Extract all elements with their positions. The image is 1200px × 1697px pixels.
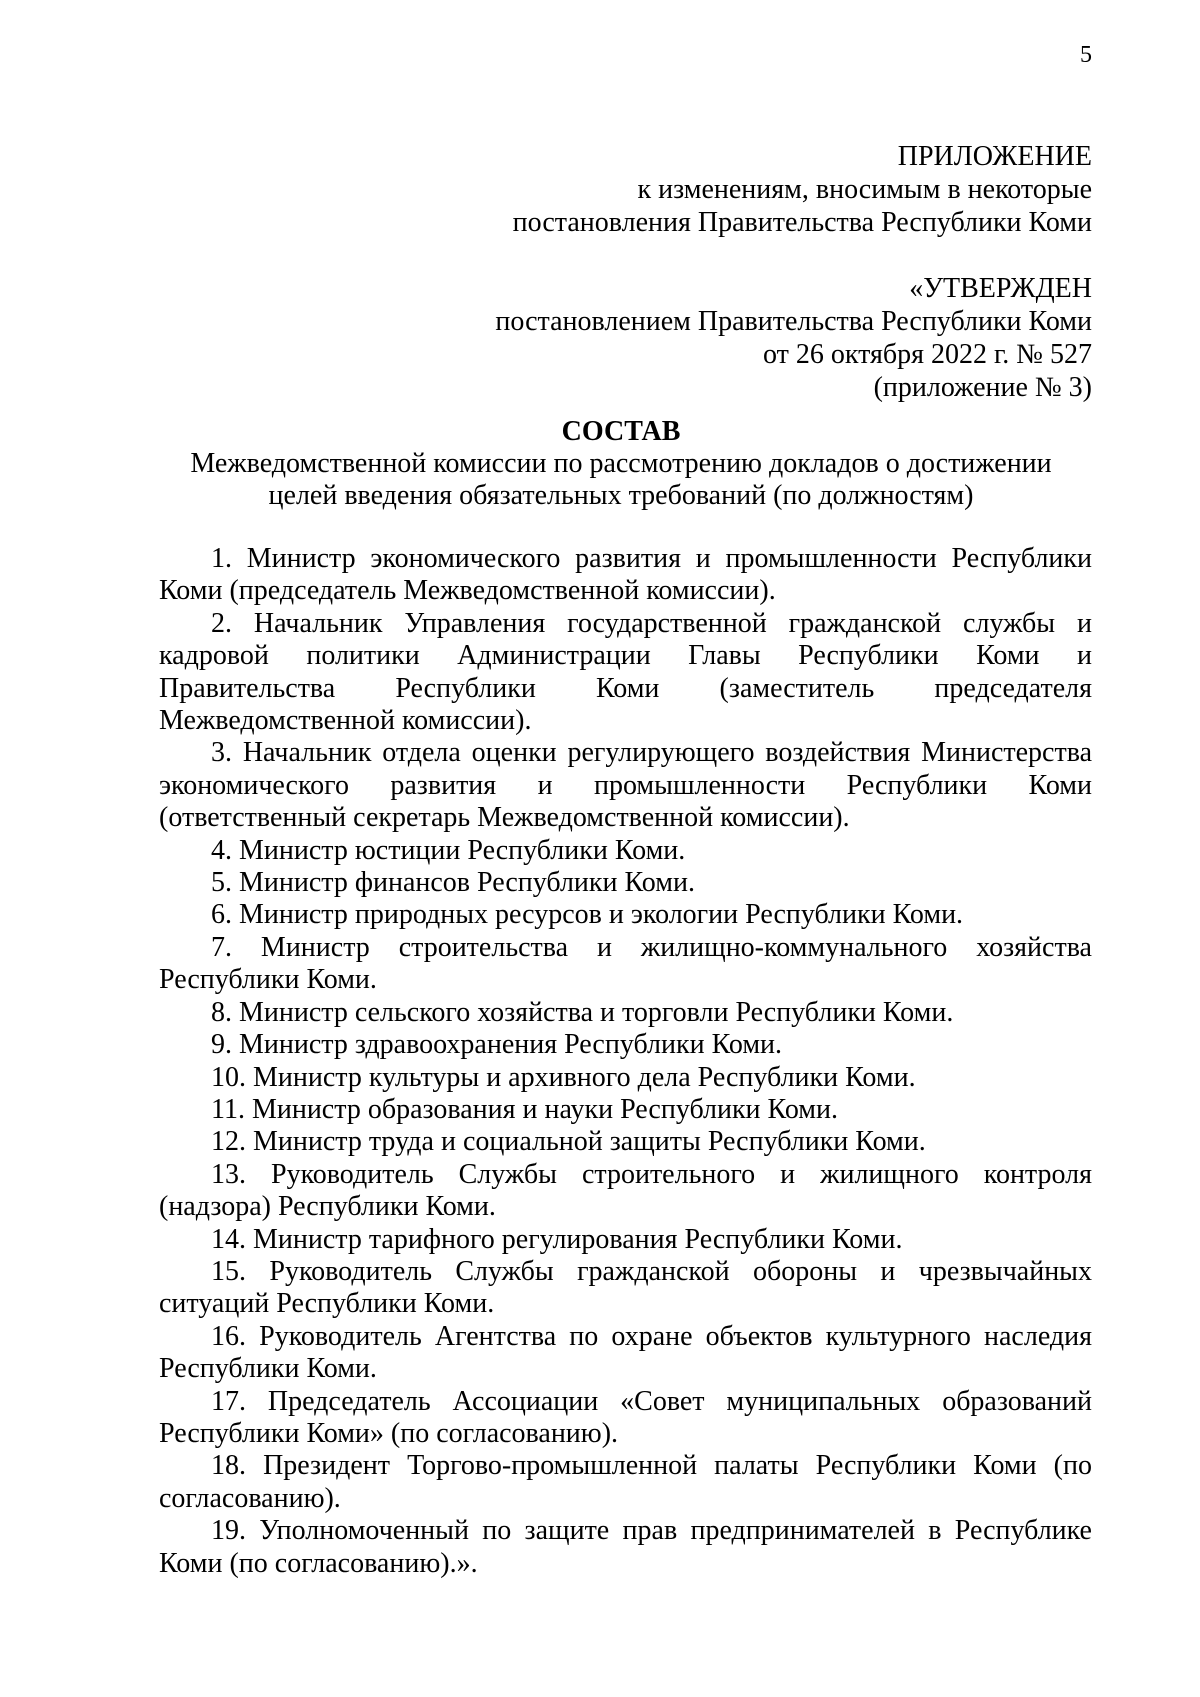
list-item: 14. Министр тарифного регулирования Республики Коми. (211, 1223, 903, 1255)
list-item: 16. Руководитель Агентства по охране объектов культурного наследия Республики Коми. (159, 1320, 1092, 1385)
list-item: 10. Министр культуры и архивного дела Республики Коми. (211, 1061, 916, 1093)
list-item: 18. Президент Торгово-промышленной палаты Республики Коми (по согласованию). (159, 1450, 1092, 1514)
approval-line: (приложение № 3) (873, 372, 1092, 403)
approval-stamp-text (495, 272, 1092, 404)
list-item: 17. Председатель Ассоциации «Совет муниципальных образований Республики Коми» (по согласованию). (159, 1385, 1092, 1449)
list-item: 1. Министр экономического развития и промышленности Республики Коми (председатель Межведомственной комиссии). (159, 543, 1092, 607)
document-subtitle-line: Межведомственной комиссии по рассмотрению докладов о достижении (190, 448, 1052, 479)
list-item: 9. Министр здравоохранения Республики Коми. (211, 1029, 783, 1061)
document-subtitle-line: целей введения обязательных требований (по должностям) (268, 480, 974, 511)
title-block (150, 415, 1092, 512)
list-item: 8. Министр сельского хозяйства и торговли Республики Коми. (211, 996, 954, 1028)
list-item: 12. Министр труда и социальной защиты Республики Коми. (211, 1126, 926, 1158)
list-item: 15. Руководитель Службы гражданской обороны и чрезвычайных ситуаций Республики Коми. (159, 1255, 1092, 1320)
page-number: 5 (1080, 42, 1092, 68)
document-title: СОСТАВ (561, 416, 681, 447)
list-item: 6. Министр природных ресурсов и экологии Республики Коми. (211, 899, 964, 931)
approval-line: постановлением Правительства Республики Коми (495, 306, 1092, 337)
appendix-header (513, 140, 1092, 239)
list-item: 19. Уполномоченный по защите прав предпринимателей в Республике Коми (по согласованию).». (159, 1515, 1092, 1579)
appendix-line: постановления Правительства Республики Коми (512, 207, 1092, 238)
members-list (159, 543, 1092, 1580)
list-item: 3. Начальник отдела оценки регулирующего воздействия Министерства экономического развития и промышленности Республики Коми (ответственный секретарь Межведомственной комиссии). (159, 737, 1092, 834)
list-item: 4. Министр юстиции Республики Коми. (211, 834, 686, 866)
appendix-line: к изменениям, вносимым в некоторые (637, 174, 1092, 205)
list-item: 5. Министр финансов Республики Коми. (211, 867, 695, 899)
approval-line: «УТВЕРЖДЕН (909, 273, 1092, 304)
appendix-line: ПРИЛОЖЕНИЕ (897, 141, 1092, 172)
list-item: 13. Руководитель Службы строительного и жилищного контроля (надзора) Республики Коми. (159, 1158, 1092, 1223)
list-item: 2. Начальник Управления государственной гражданской службы и кадровой политики Администрации Главы Республики Коми и Правительства Республики Коми (заместитель председателя Межведомственной комиссии). (159, 607, 1092, 737)
list-item: 7. Министр строительства и жилищно-коммунального хозяйства Республики Коми. (159, 931, 1092, 996)
list-item: 11. Министр образования и науки Республики Коми. (211, 1093, 838, 1125)
approval-line: от 26 октября 2022 г. № 527 (762, 339, 1092, 370)
